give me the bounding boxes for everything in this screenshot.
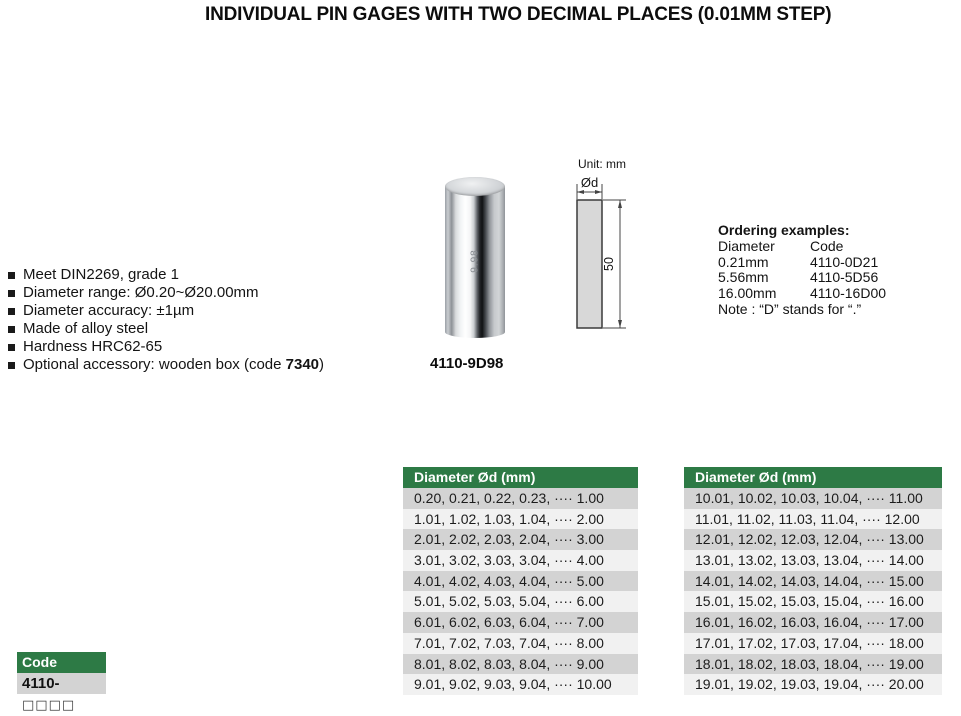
table-row: 18.01, 18.02, 18.03, 18.04, ···· 19.00 <box>684 654 942 675</box>
ordering-diameter-cell: 5.56mm <box>718 269 769 286</box>
feature-text: Hardness HRC62-65 <box>23 338 163 355</box>
dimension-drawing <box>550 154 650 349</box>
feature-item <box>8 338 398 356</box>
table-row: 3.01, 3.02, 3.03, 3.04, ···· 4.00 <box>403 550 638 571</box>
ordering-note: Note : “D” stands for “.” <box>718 300 862 317</box>
pin-gage-photo <box>445 177 505 338</box>
length-dim-label: 50 <box>602 257 616 271</box>
feature-text: Optional accessory: wooden box (code 7340) <box>23 356 325 373</box>
bullet-square-icon <box>8 326 15 333</box>
table-row: 13.01, 13.02, 13.03, 13.04, ···· 14.00 <box>684 550 942 571</box>
table-row: 11.01, 11.02, 11.03, 11.04, ···· 12.00 <box>684 509 942 530</box>
feature-item <box>8 266 398 284</box>
ordering-row <box>718 286 933 302</box>
code-value <box>17 673 106 713</box>
arrowhead-right-icon <box>595 190 602 194</box>
feature-text: Made of alloy steel <box>23 320 149 337</box>
pin-outline-rect <box>577 200 602 328</box>
table-rows <box>684 488 942 695</box>
ordering-heading: Ordering examples: <box>718 222 850 238</box>
table-row: 4.01, 4.02, 4.03, 4.04, ···· 5.00 <box>403 571 638 592</box>
diameter-table-left <box>403 467 638 695</box>
feature-item <box>8 302 398 320</box>
feature-item <box>8 284 398 302</box>
arrowhead-left-icon <box>577 190 584 194</box>
diameter-dim-label: Ød <box>580 175 599 190</box>
ordering-code-cell: 4110-0D21 <box>810 253 879 270</box>
code-placeholder-squares: □□□□ <box>22 698 76 713</box>
arrowhead-up-icon <box>618 200 622 208</box>
arrowhead-down-icon <box>618 320 622 328</box>
table-header: Diameter Ød (mm) <box>684 467 942 488</box>
bullet-square-icon <box>8 308 15 315</box>
table-row: 0.20, 0.21, 0.22, 0.23, ···· 1.00 <box>403 488 638 509</box>
ordering-examples <box>718 223 933 318</box>
page-title: INDIVIDUAL PIN GAGES WITH TWO DECIMAL PLACES (0.01MM STEP) <box>205 4 832 25</box>
table-row: 19.01, 19.02, 19.03, 19.04, ···· 20.00 <box>684 674 942 695</box>
ordering-col-code: Code <box>810 237 844 254</box>
ordering-row <box>718 270 933 286</box>
ordering-code-cell: 4110-5D56 <box>810 269 879 286</box>
product-code-caption: 4110-9D98 <box>430 355 504 372</box>
features-list <box>8 266 398 374</box>
table-row: 2.01, 2.02, 2.03, 2.04, ···· 3.00 <box>403 529 638 550</box>
code-box <box>17 652 106 713</box>
bullet-square-icon <box>8 272 15 279</box>
table-row: 7.01, 7.02, 7.03, 7.04, ···· 8.00 <box>403 633 638 654</box>
bullet-square-icon <box>8 290 15 297</box>
table-row: 9.01, 9.02, 9.03, 9.04, ···· 10.00 <box>403 674 638 695</box>
feature-item <box>8 356 398 374</box>
table-row: 1.01, 1.02, 1.03, 1.04, ···· 2.00 <box>403 509 638 530</box>
ordering-header-row <box>718 239 933 255</box>
ordering-row <box>718 255 933 271</box>
unit-label: Unit: mm <box>578 157 626 171</box>
code-prefix: 4110- <box>22 675 60 692</box>
ordering-diameter-cell: 16.00mm <box>718 285 777 302</box>
table-row: 14.01, 14.02, 14.03, 14.04, ···· 15.00 <box>684 571 942 592</box>
table-row: 16.01, 16.02, 16.03, 16.04, ···· 17.00 <box>684 612 942 633</box>
diameter-table-right <box>684 467 942 695</box>
table-row: 5.01, 5.02, 5.03, 5.04, ···· 6.00 <box>403 591 638 612</box>
feature-item <box>8 320 398 338</box>
table-header: Diameter Ød (mm) <box>403 467 638 488</box>
table-row: 15.01, 15.02, 15.03, 15.04, ···· 16.00 <box>684 591 942 612</box>
feature-text: Meet DIN2269, grade 1 <box>23 266 179 283</box>
table-row: 12.01, 12.02, 12.03, 12.04, ···· 13.00 <box>684 529 942 550</box>
feature-text: Diameter range: Ø0.20~Ø20.00mm <box>23 284 259 301</box>
ordering-col-diameter: Diameter <box>718 237 775 254</box>
bullet-square-icon <box>8 362 15 369</box>
table-rows <box>403 488 638 695</box>
pin-top-face <box>445 177 505 196</box>
ordering-code-cell: 4110-16D00 <box>810 285 887 302</box>
feature-text: Diameter accuracy: ±1µm <box>23 302 195 319</box>
ordering-diameter-cell: 0.21mm <box>718 253 769 270</box>
table-row: 8.01, 8.02, 8.03, 8.04, ···· 9.00 <box>403 654 638 675</box>
pin-size-marking: 9.98 <box>469 248 481 273</box>
table-row: 10.01, 10.02, 10.03, 10.04, ···· 11.00 <box>684 488 942 509</box>
code-box-header: Code <box>17 652 106 673</box>
table-row: 17.01, 17.02, 17.03, 17.04, ···· 18.00 <box>684 633 942 654</box>
bullet-square-icon <box>8 344 15 351</box>
table-row: 6.01, 6.02, 6.03, 6.04, ···· 7.00 <box>403 612 638 633</box>
ordering-rows <box>718 255 933 302</box>
